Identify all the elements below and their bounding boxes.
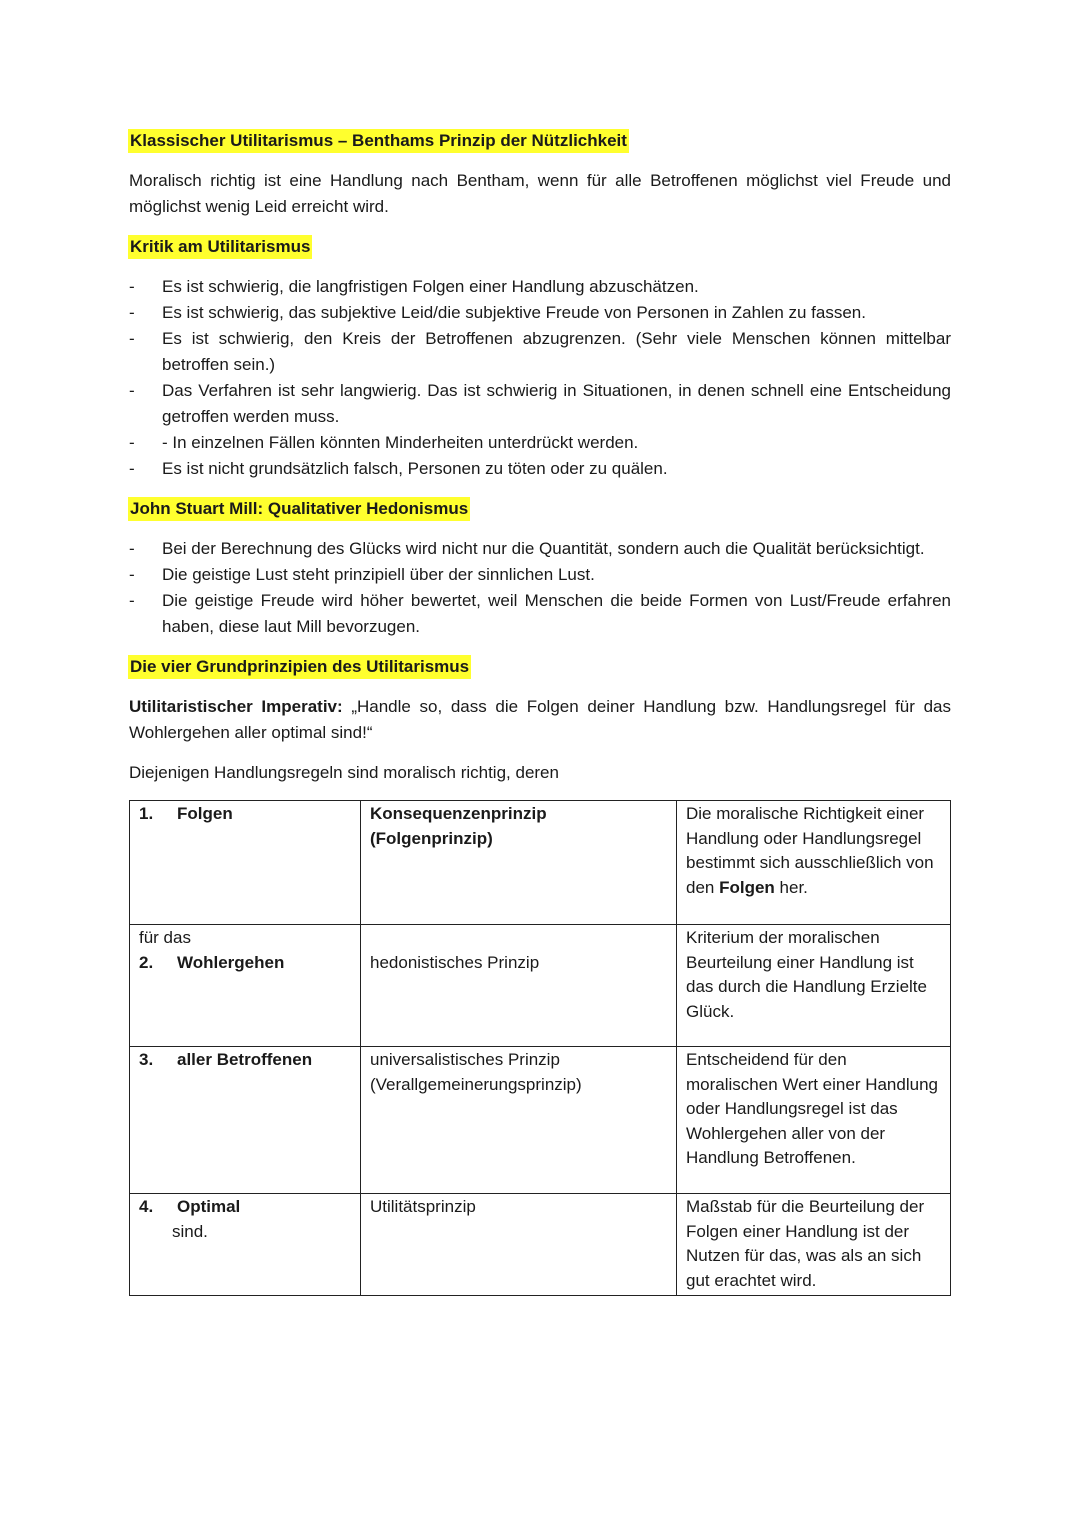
row-desc: Kriterium der moralischen Beurteilung einer Handlung ist das durch die Handlung Erzielte Glück. bbox=[686, 928, 927, 1021]
table-cell-term bbox=[130, 801, 361, 925]
list-item: - Die geistige Freude wird höher bewertet, weil Menschen die beide Formen von Lust/Freude erfahren haben, diese laut Mill bevorzugen. bbox=[129, 588, 951, 640]
heading-kritik-text: Kritik am Utilitarismus bbox=[128, 235, 312, 259]
row-term: Optimal bbox=[177, 1197, 241, 1216]
imperativ-paragraph bbox=[129, 694, 951, 746]
row-principle: hedonistisches Prinzip bbox=[370, 952, 540, 972]
table-cell-description bbox=[677, 1047, 951, 1194]
heading-bentham-text: Klassischer Utilitarismus – Benthams Prinzip der Nützlichkeit bbox=[128, 129, 629, 153]
imperativ-text: „Handle so, dass die Folgen deiner Handlung bzw. Handlungsregel für das Wohlergehen aller optimal sind!“ bbox=[129, 697, 951, 742]
heading-bentham bbox=[129, 128, 951, 154]
row-term: aller Betroffenen bbox=[177, 1050, 313, 1069]
table-cell-description bbox=[677, 801, 951, 925]
table-row bbox=[130, 925, 951, 1047]
bentham-paragraph: Moralisch richtig ist eine Handlung nach Bentham, wenn für alle Betroffenen möglichst viel Freude und möglichst wenig Leid erreicht wird. bbox=[129, 171, 951, 216]
row-term: Folgen bbox=[177, 804, 233, 823]
table-cell-principle bbox=[361, 925, 677, 1047]
table-cell-term bbox=[130, 925, 361, 1047]
list-item: - Es ist schwierig, das subjektive Leid/die subjektive Freude von Personen in Zahlen zu fassen. bbox=[129, 300, 951, 326]
row-principle: universalistisches Prinzip (Verallgemeinerungsprinzip) bbox=[370, 1050, 582, 1094]
table-cell-principle bbox=[361, 1047, 677, 1194]
list-item: - Bei der Berechnung des Glücks wird nicht nur die Quantität, sondern auch die Qualität berücksichtigt. bbox=[129, 536, 951, 562]
list-item: - Es ist schwierig, die langfristigen Folgen einer Handlung abzuschätzen. bbox=[129, 274, 951, 300]
row-principle: Utilitätsprinzip bbox=[370, 1197, 476, 1216]
row-desc: Maßstab für die Beurteilung der Folgen einer Handlung ist der Nutzen für das, was als an sich gut erachtet wird. bbox=[686, 1197, 925, 1290]
table-cell-principle bbox=[361, 801, 677, 925]
table-intro: Diejenigen Handlungsregeln sind moralisch richtig, deren bbox=[129, 763, 559, 782]
row-suffix: sind. bbox=[172, 1221, 208, 1241]
list-item: - Es ist schwierig, den Kreis der Betroffenen abzugrenzen. (Sehr viele Menschen können mittelbar betroffen sein.) bbox=[129, 326, 951, 378]
table-row bbox=[130, 801, 951, 925]
heading-mill-text: John Stuart Mill: Qualitativer Hedonismus bbox=[128, 497, 470, 521]
table-cell-description bbox=[677, 925, 951, 1047]
row-prefix: für das bbox=[139, 928, 191, 947]
principles-table bbox=[129, 800, 951, 1296]
table-cell-term bbox=[130, 1047, 361, 1194]
imperativ-label: Utilitaristischer Imperativ: bbox=[129, 697, 343, 716]
row-number: 1. bbox=[139, 804, 154, 823]
heading-mill bbox=[129, 496, 951, 522]
row-desc-after: her. bbox=[774, 877, 808, 897]
list-item: - Das Verfahren ist sehr langwierig. Das ist schwierig in Situationen, in denen schnell eine Entscheidung getroffen werden muss. bbox=[129, 378, 951, 430]
list-item: - Es ist nicht grundsätzlich falsch, Personen zu töten oder zu quälen. bbox=[129, 456, 951, 482]
table-cell-description bbox=[677, 1194, 951, 1296]
row-desc: Entscheidend für den moralischen Wert einer Handlung oder Handlungsregel ist das Wohlergehen aller von der Handlung Betroffenen. bbox=[686, 1050, 938, 1167]
mill-list bbox=[129, 536, 951, 640]
row-term: Wohlergehen bbox=[177, 952, 285, 972]
table-cell-term bbox=[130, 1194, 361, 1296]
table-row bbox=[130, 1047, 951, 1194]
row-number: 4. bbox=[139, 1197, 154, 1216]
row-desc-before: Die moralische Richtigkeit einer Handlung oder Handlungsregel bestimmt sich ausschließlich von den bbox=[686, 804, 934, 897]
row-principle: Konsequenzenprinzip (Folgenprinzip) bbox=[370, 804, 547, 848]
kritik-list bbox=[129, 274, 951, 482]
list-item: - Die geistige Lust steht prinzipiell über der sinnlichen Lust. bbox=[129, 562, 951, 588]
row-number: 2. bbox=[139, 952, 154, 972]
list-item: - - In einzelnen Fällen könnten Minderheiten unterdrückt werden. bbox=[129, 430, 951, 456]
document-content bbox=[129, 128, 951, 1296]
row-number: 3. bbox=[139, 1050, 154, 1069]
table-row bbox=[130, 1194, 951, 1296]
table-cell-principle bbox=[361, 1194, 677, 1296]
row-desc-bold: Folgen bbox=[719, 877, 775, 897]
heading-kritik bbox=[129, 234, 951, 260]
heading-grundprinzipien-text: Die vier Grundprinzipien des Utilitarismus bbox=[128, 655, 471, 679]
heading-grundprinzipien bbox=[129, 654, 951, 680]
